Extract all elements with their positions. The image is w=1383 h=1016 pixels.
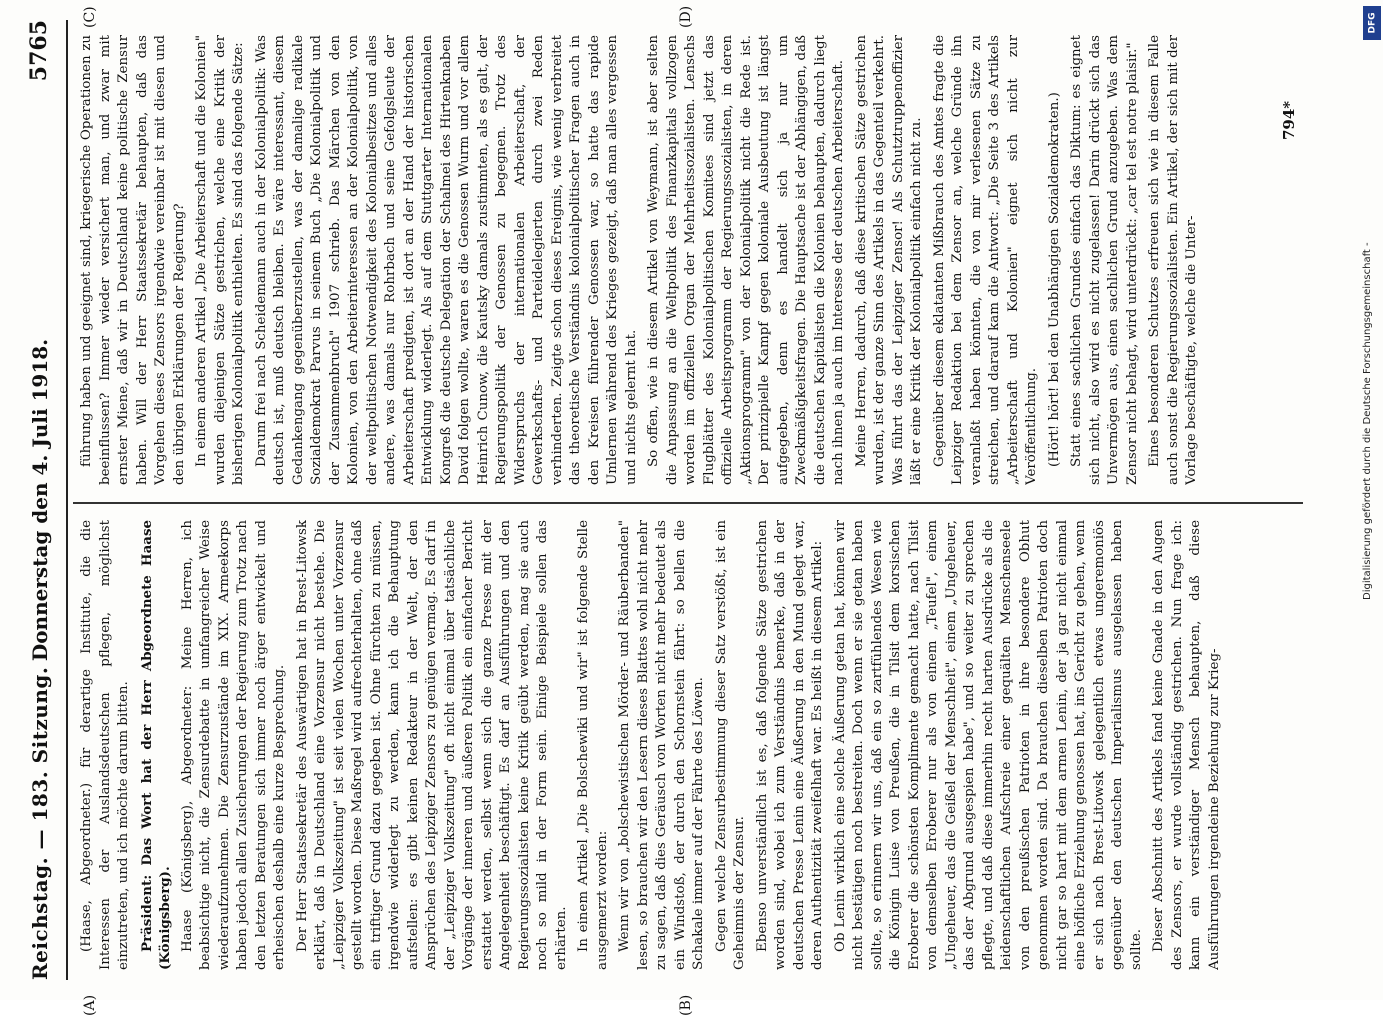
- paragraph: (Haase, Abgeordneter.) für derartige Institute, die die Interessen der Auslandsdeutschen pflegen, möglichst einzutreten, und ich möchte darum bitten.: [79, 520, 131, 970]
- paragraph: Eines besonderen Schutzes erfreuen sich wie in diesem Falle auch sonst die Regierungssozialisten. Ein Artikel, der sich mit der Vorlage beschäftigte, welche die Unter-: [1147, 35, 1199, 485]
- paragraph: Gegenüber diesem eklatanten Mißbrauch des Amtes fragte die Leipziger Redaktion bei dem Zensor an, welche Gründe ihn veranlaßt haben könnten, die von mir verlesenen Sätze zu streichen, und darauf kam die Antwort: „Die Seite 3 des Artikels „Arbeiterschaft und Kolonien" eignet sich nicht zur Veröffentlichung.: [931, 35, 1039, 485]
- paragraph: Gegen welche Zensurbestimmung dieser Satz verstößt, ist ein Geheimnis der Zensur.: [713, 520, 747, 970]
- header-left: Reichstag. — 183. Sitzung.: [28, 666, 52, 980]
- dfg-logo-text: DFG: [1367, 12, 1378, 34]
- paragraph: führung haben und geeignet sind, kriegerische Operationen zu beeinflussen? Immer wieder versichert man, und zwar mit ernster Miene, daß wir in Deutschland keine politische Zensur haben. Will der Herr Staatssekretär behaupten, daß das Vorgehen dieses Zensors irgendwie vereinbar ist mit diesen und den übrigen Erklärungen der Regierung?: [79, 35, 187, 485]
- paragraph: Präsident: Das Wort hat der Herr Abgeordnete Haase (Königsberg).: [138, 520, 173, 970]
- paragraph: Statt eines sachlichen Grundes einfach das Diktum: es eignet sich nicht, also wird es nicht zugelassen! Darin drückt sich das Unvermögen aus, einen sachlichen Grund anzugeben. Was dem Zensor nicht behagt, wird unterdrückt: „car tel est notre plaisir.": [1069, 35, 1140, 485]
- paragraph: Ebenso unverständlich ist es, daß folgende Sätze gestrichen worden sind, wobei ich zum Verständnis bemerke, daß in der deutschen Presse Lenin eine Äußerung in den Mund gelegt war, deren Authentizität zweifelhaft war. Es heißt in diesem Artikel:: [754, 520, 825, 970]
- paragraph: Meine Herren, dadurch, daß diese kritischen Sätze gestrichen wurden, ist der ganze Sinn des Artikels in das Gegenteil verkehrt. Was führt das der Leipziger Zensor! Als Schutztruppenoffizier läßt er eine Kritik der Kolonialpolitik einfach nicht zu.: [853, 35, 924, 485]
- paragraph: In einem anderen Artikel „Die Arbeiterschaft und die Kolonien" wurden diejenigen Sätze gestrichen, welche eine Kritik der bisherigen Kolonialpolitik enthielten. Es sind das folgende Sätze:: [194, 35, 246, 485]
- interjection: (Hört! hört! bei den Unabhängigen Sozialdemokraten.): [1046, 92, 1062, 467]
- page-header: [18, 20, 68, 980]
- margin-marker-c: (C): [82, 6, 98, 28]
- quote-paragraph: Darum frei nach Scheidemann auch in der Kolonialpolitik: Was deutsch ist, muß deutsch bleiben. Es wäre interessant, diesem Gedankengang gegenüberzustellen, was der damalige radikale Sozialdemokrat Parvus in seinem Buch „Die Kolonialpolitik und der Zusammenbruch" 1907 schrieb. Das Märchen von den Kolonien, von den Arbeiterinteressen an der Kolonialpolitik, von der weltpolitischen Notwendigkeit des Kolonialbesitzes und alles andere, was damals nur Rohrbach und seine Gefolgsleute der Arbeiterschaft predigten, ist dort an der Hand der historischen Entwicklung widerlegt. Als auf dem Stuttgarter Internationalen Kongreß die deutsche Delegation der Schalmei des Hirtenknaben David folgen wollte, waren es die Genossen Wurm und vor allem Heinrich Cunow, die Kautsky damals zustimmten, als es galt, der Regierungspolitik der Genossen zu begegnen. Trotz des Widerspruchs der internationalen Arbeiterschaft, der Gewerkschafts- und Parteidelegierten durch zwei Reden verhinderten. Zeigte schon dieses Ereignis, wie wenig verbreitet das theoretische Verständnis kolonialpolitischer Fragen auch in den Kreisen führender Genossen war, so hatte das rapide Umlernen während des Krieges gezeigt, daß man alles vergessen und nichts gelernt hat.: [253, 35, 639, 485]
- paragraph: Dieser Abschnitt des Artikels fand keine Gnade in den Augen des Zensors, er wurde vollständig gestrichen. Nun frage ich: kann ein verständiger Mensch behaupten, daß diese Ausführungen irgendeine Beziehung zur Krieg-: [1151, 520, 1222, 970]
- rotated-document-page: [18, 0, 1338, 1016]
- text-column-left: [78, 520, 1298, 970]
- quote-paragraph: Wenn wir von „bolschewistischen Mörder- und Räuberbanden" lesen, so brauchen wir den Lesern dieses Blattes wohl nicht mehr zu sagen, daß dies Geräusch von Worten nicht mehr bedeutet als ein Windstoß, der durch den Schornstein fährt: so bellen die Schakale immer auf der Fährte des Löwen.: [617, 520, 706, 970]
- page-number: 5765: [26, 20, 52, 82]
- margin-marker-d: (D): [678, 5, 694, 28]
- signature-mark: 794*: [1280, 100, 1298, 140]
- digitization-note: Digitalisierung gefördert durch die Deutsche Forschungsgemeinschaft -: [1362, 242, 1373, 600]
- paragraph: Der Herr Staatssekretär des Auswärtigen hat in Brest-Litowsk erklärt, daß in Deutschland eine Vorzensur nicht bestehe. Die „Leipziger Volkszeitung" ist seit vielen Wochen unter Vorzensur gestellt worden. Diese Maßregel wird aufrechterhalten, ohne daß ein triftiger Grund dazu gegeben ist. Ohne fürchten zu müssen, irgendwie widerlegt zu werden, kann ich die Behauptung aufstellen: es gibt keinen Redakteur in der Welt, der den Ansprüchen des Leipziger Zensors zu genügen vermag. Es darf in der „Leipziger Volkszeitung" oft nicht einmal über tatsächliche Vorgänge der inneren und äußeren Politik ein einfacher Bericht erstattet werden, selbst wenn sich die ganze Presse mit der Angelegenheit beschäftigt. Es darf an Ausführungen und den Regierungssozialisten keine Kritik geübt werden, mag sie auch noch so mild in der Form sein. Einige Beispiele sollen das erhärten.: [294, 520, 569, 970]
- paragraph: Haase (Königsberg), Abgeordneter: Meine Herren, ich beabsichtige nicht, die Zensurdebatte in umfangreicher Weise wiederaufzunehmen. Die Zensurzustände im XIX. Armeekorps haben jedoch allen Zusicherungen der Regierung zum Trotz nach den letzten Beratungen sich immer noch ärger entwickelt und erheischen deshalb eine kurze Besprechung.: [179, 520, 287, 970]
- header-date: Donnerstag den 4. Juli 1918.: [28, 338, 52, 662]
- margin-marker-b: (B): [678, 994, 694, 1016]
- paragraph: In einem Artikel „Die Bolschewiki und wir" ist folgende Stelle ausgemerzt worden:: [576, 520, 610, 970]
- quote-paragraph: So offen, wie in diesem Artikel von Weymann, ist aber selten die Anpassung an die Weltpolitik des Finanzkapitals vollzogen worden im offiziellen Organ der Mehrheitssozialisten. Lenschs Flugblätter des Kolonialpolitischen Komitees sind jetzt das offizielle Arbeitsprogramm der Regierungssozialisten, in deren „Aktionsprogramm" von der Kolonialpolitik nicht die Rede ist. Der prinzipielle Kampf gegen koloniale Ausbeutung ist längst aufgegeben, denn es handelt sich ja nur um Zweckmäßigkeitsfragen. Die Hauptsache ist der Abhängigen, daß die deutschen Kapitalisten die Kolonien behaupten, dadurch liegt nach ihnen ja auch im Interesse der deutschen Arbeiterschaft.: [646, 35, 846, 485]
- quote-paragraph: Ob Lenin wirklich eine solche Äußerung getan hat, können wir nicht bestätigen noch bestreiten. Doch wenn er sie getan haben sollte, so erinnern wir uns, daß ein so zartfühlendes Wesen wie die Königin Luise von Preußen, die in Tilsit dem korsischen Eroberer die schönsten Komplimente gemacht hatte, nach Tilsit von demselben Eroberer nur als von einem „Teufel", einem „Ungeheuer, das die Geißel der Menschheit", einem „Ungeheuer, das der Abgrund ausgespien habe", und so weiter zu sprechen pflegte, und daß diese immerhin recht harten Ausdrücke als die leidenschaftlichen Aufschreie einer gequälten Menschenseele von den preußischen Patrioten in ihre besondere Obhut genommen worden sind. Da brauchen dieselben Patrioten doch nicht gar so hart mit dem armen Lenin, der ja gar nicht einmal eine höfliche Erziehung genossen hat, ins Gericht zu gehen, wenn er sich nach Brest-Litowsk gelegentlich etwas ungeremoniös gegenüber den deutschen Imperialismus ausgelassen haben sollte.: [832, 520, 1144, 970]
- text-column-right: [78, 35, 1298, 485]
- column-divider: [73, 502, 1303, 504]
- margin-marker-a: (A): [82, 994, 98, 1016]
